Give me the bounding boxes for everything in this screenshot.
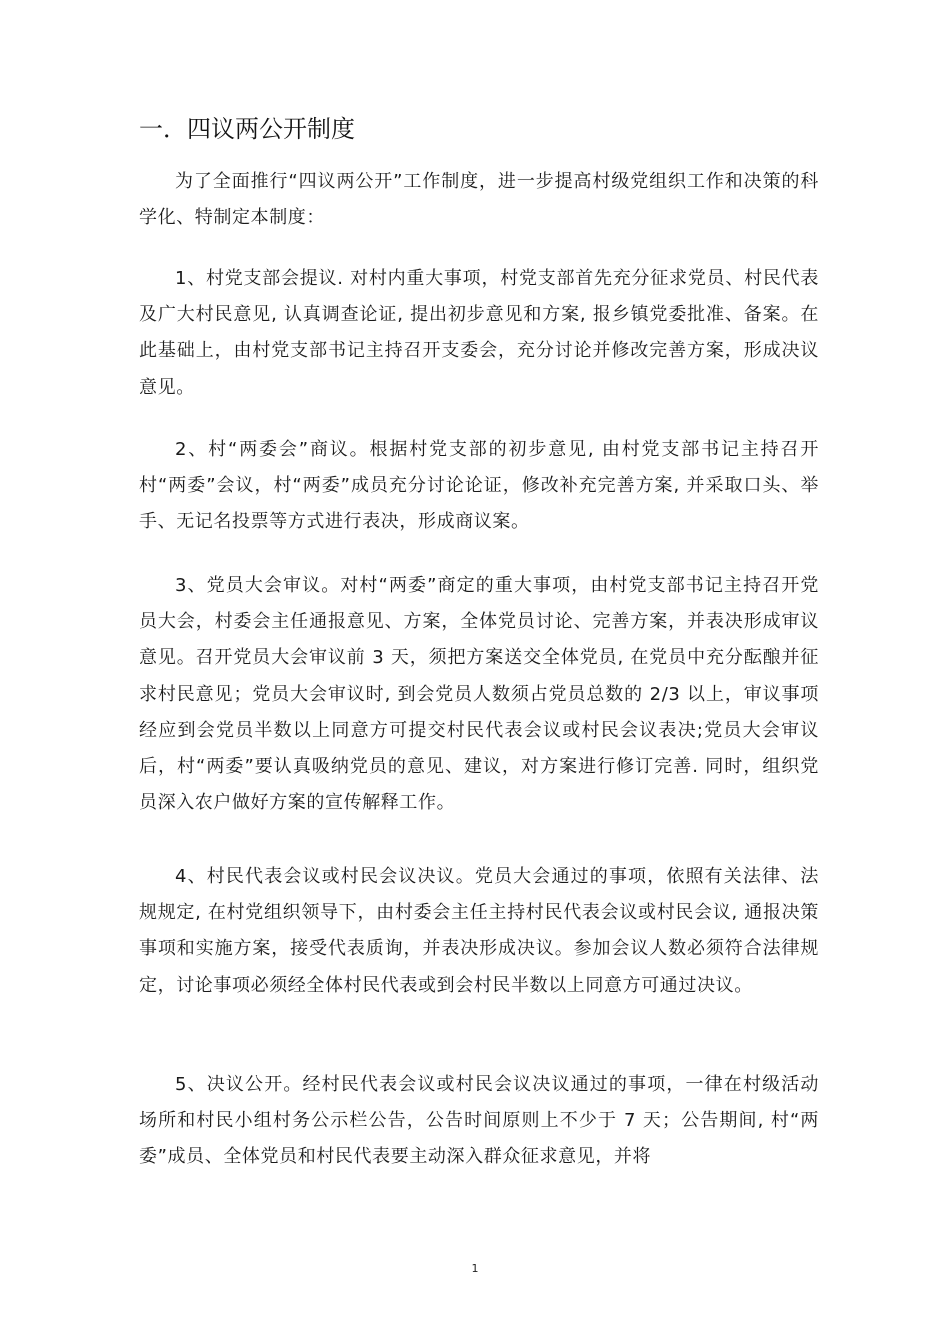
paragraph-2-consultation: 2、村“两委会”商议。根据村党支部的初步意见, 由村党支部书记主持召开村“两委”会议，村“两委”成员充分讨论论证，修改补充完善方案, 并采取口头、举手、无记名投票等方式进行表决，形成商议案。 [139,439,819,533]
paragraph-4-resolution: 4、村民代表会议或村民会议决议。党员大会通过的事项，依照有关法律、法规规定, 在村党组织领导下，由村委会主任主持村民代表会议或村民会议, 通报决策事项和实施方案，接受代表质询，并表决形成决议。参加会议人数必须符合法律规定，讨论事项必须经全体村民代表或到会村民半数以上同意方可通过决议。 [139,866,819,996]
page-number: 1 [471,1262,479,1275]
paragraph-5-disclosure: 5、决议公开。经村民代表会议或村民会议决议通过的事项，一律在村级活动场所和村民小组村务公示栏公告，公告时间原则上不少于 7 天；公告期间, 村“两委”成员、全体党员和村民代表要主动深入群众征求意见，并将 [139,1074,819,1168]
paragraph-3-party-review: 3、党员大会审议。对村“两委”商定的重大事项，由村党支部书记主持召开党员大会，村委会主任通报意见、方案，全体党员讨论、完善方案，并表决形成审议意见。召开党员大会审议前 3 天，须把方案送交全体党员, 在党员中充分酝酿并征求村民意见；党员大会审议时, 到会党员人数须占党员总数的 2/3 以上，审议事项经应到会党员半数以上同意方可提交村民代表会议或村民会议表决;党员大会审议后，村“两委”要认真吸纳党员的意见、建议，对方案进行修订完善. 同时，组织党员深入农户做好方案的宣传解释工作。 [139,575,819,814]
intro-paragraph: 为了全面推行“四议两公开”工作制度，进一步提高村级党组织工作和决策的科学化、特制定本制度： [139,171,819,229]
paragraph-1-proposal: 1、村党支部会提议. 对村内重大事项，村党支部首先充分征求党员、村民代表及广大村民意见, 认真调查论证, 提出初步意见和方案, 报乡镇党委批准、备案。在此基础上，由村党支部书记主持召开支委会，充分讨论并修改完善方案，形成决议意见。 [139,268,819,398]
section-heading: 一．四议两公开制度 [139,115,355,143]
